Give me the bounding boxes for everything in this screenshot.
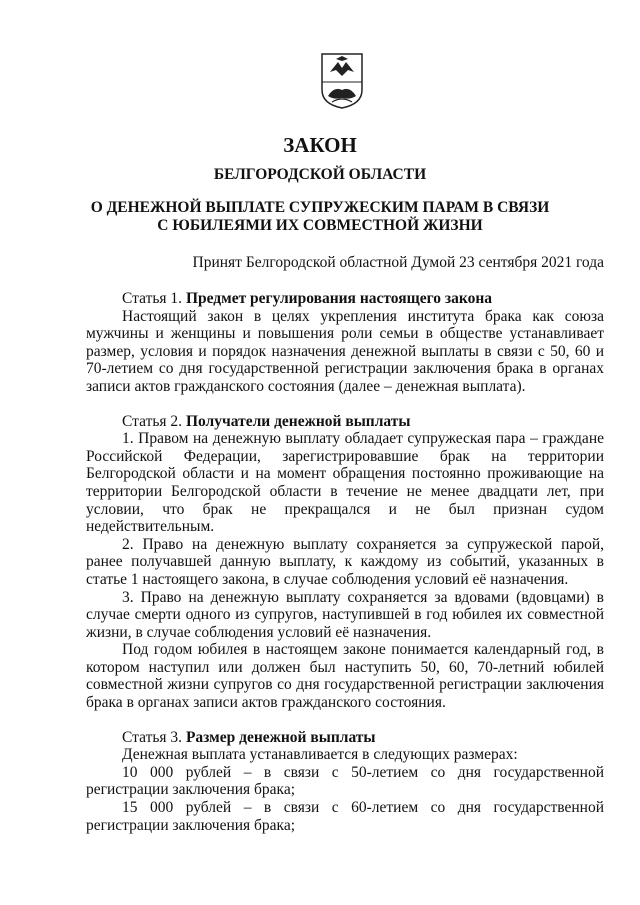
law-region: БЕЛГОРОДСКОЙ ОБЛАСТИ — [213, 166, 427, 183]
article-heading — [86, 290, 604, 308]
article-label: Статья 2. — [122, 412, 183, 430]
article-paragraph: 10 000 рублей – в связи с 50-летием со дня государственной регистрации заключения брака; — [86, 763, 604, 799]
law-subject — [0, 199, 640, 235]
article-paragraph: Под годом юбилея в настоящем законе понимается календарный год, в котором наступил или должен был наступить 50, 60, 70-летний юбилей совместной жизни супругов со дня государственной регистрации заключения брака в органах записи актов гражданского состояния. — [86, 641, 604, 712]
article-heading — [86, 729, 604, 747]
article-heading — [86, 413, 604, 431]
article-title: Предмет регулирования настоящего закона — [185, 290, 493, 307]
article-paragraph: Настоящий закон в целях укрепления института брака как союза мужчины и женщины и повышения роли семьи в обществе устанавливает размер, условия и порядок назначения денежной выплаты в связи с 50, 60 и 70-летием со дня государственной регистрации заключения брака в органах записи актов гражданского состояния (далее – денежная выплата). — [86, 307, 604, 395]
adoption-note: Принят Белгородской областной Думой 23 сентября 2021 года — [192, 254, 604, 271]
article-label: Статья 3. — [122, 728, 183, 746]
article-3 — [86, 729, 604, 835]
law-title: ЗАКОН — [283, 133, 357, 157]
article-paragraph: 3. Право на денежную выплату сохраняется за вдовами (вдовцами) в случае смерти одного из супругов, наступившей в год юбилея их совместной жизни, в случае соблюдения условий её назначения. — [86, 588, 604, 641]
article-2 — [86, 413, 604, 712]
law-body — [86, 290, 604, 834]
article-label: Статья 1. — [122, 290, 183, 307]
coat-of-arms-icon — [320, 52, 364, 110]
article-paragraph: 2. Право на денежную выплату сохраняется за супружеской парой, ранее получавшей данную выплату, к каждому из событий, указанных в статье 1 настоящего закона, в случае соблюдения условий её назначения. — [86, 535, 604, 588]
article-paragraph: 1. Правом на денежную выплату обладает супружеская пара – граждане Российской Федерации, зарегистрировавшие брак на территории Белгородской области и на момент обращения постоянно проживающие на территории Белгородской области в течение не менее двадцати лет, при условии, что брак не прекращался и не был признан судом недействительным. — [86, 430, 604, 536]
article-1 — [86, 290, 604, 396]
article-paragraph: Денежная выплата устанавливается в следующих размерах: — [122, 746, 518, 764]
article-paragraph: 15 000 рублей – в связи с 60-летием со дня государственной регистрации заключения брака; — [86, 799, 604, 834]
article-title: Размер денежной выплаты — [185, 728, 376, 746]
article-title: Получатели денежной выплаты — [185, 412, 411, 430]
law-subject-line-2: С ЮБИЛЕЯМИ ИХ СОВМЕСТНОЙ ЖИЗНИ — [157, 217, 483, 234]
law-subject-line-1: О ДЕНЕЖНОЙ ВЫПЛАТЕ СУПРУЖЕСКИМ ПАРАМ В СВЯЗИ — [90, 199, 550, 216]
